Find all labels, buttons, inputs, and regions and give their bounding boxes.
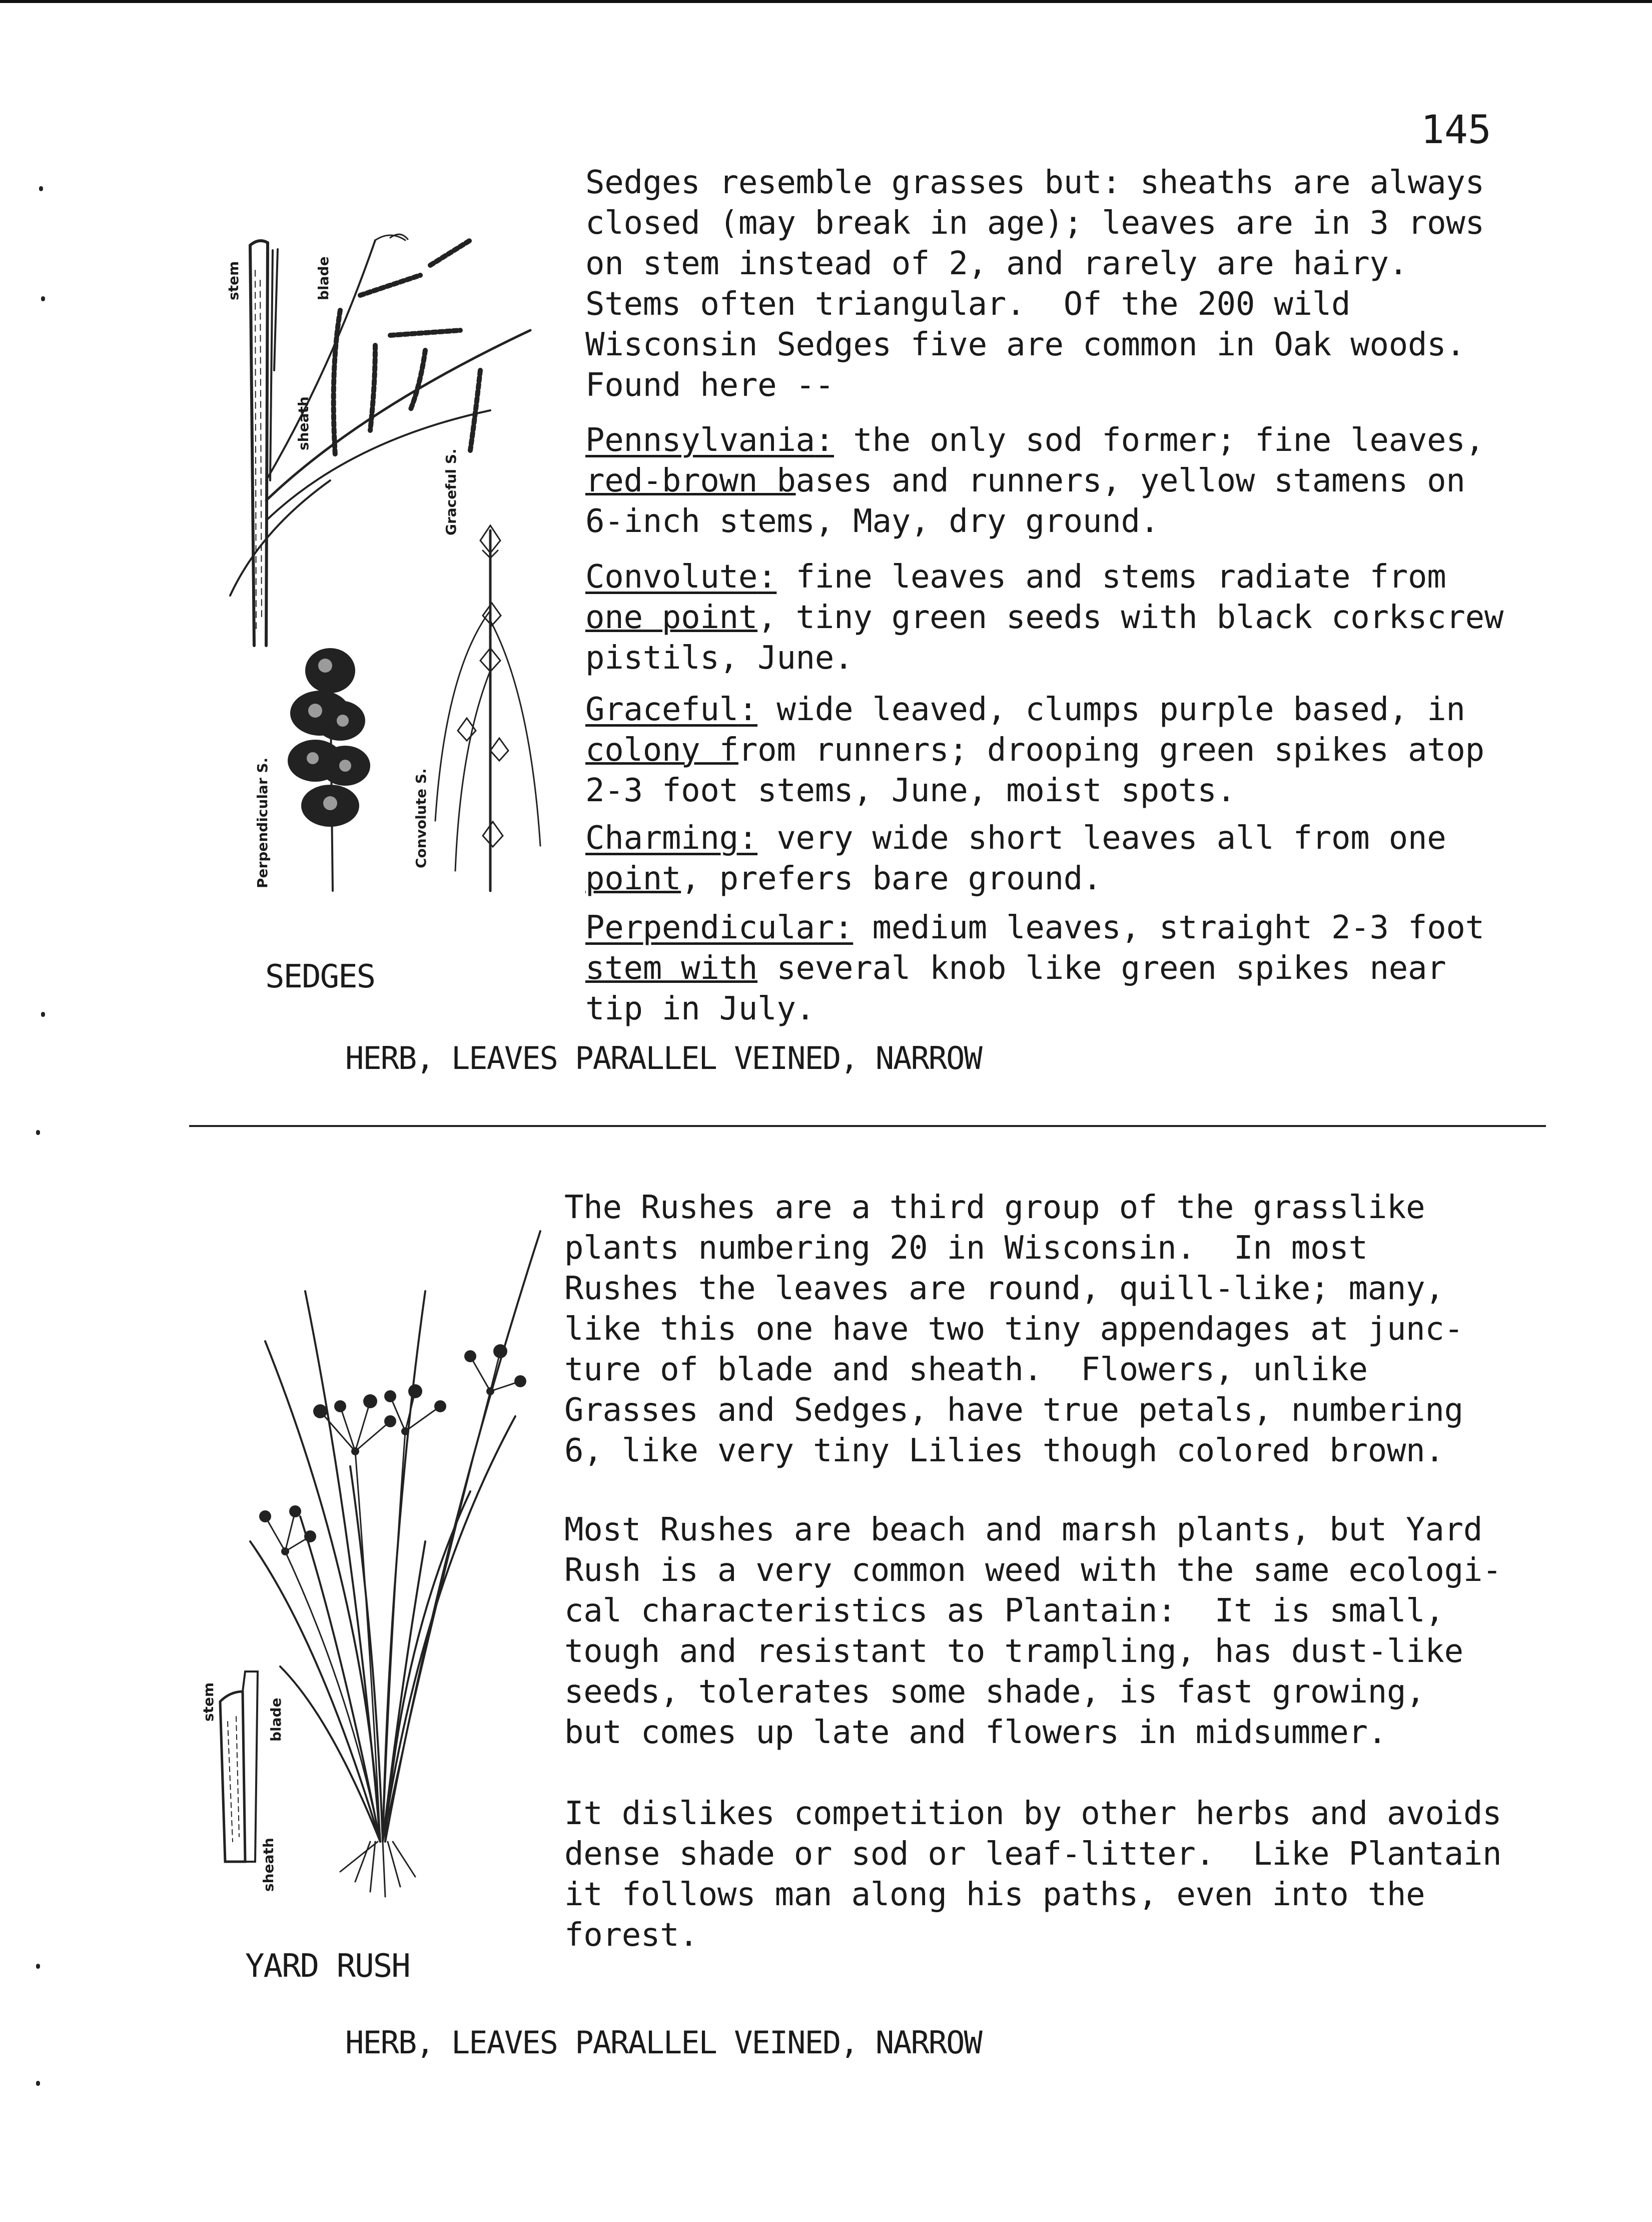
margin-mark bbox=[36, 1964, 40, 1969]
sedges-figure-title: SEDGES bbox=[265, 958, 375, 995]
figure-label-sheath: sheath bbox=[295, 396, 312, 450]
sedge-entry-charming: Charming: very wide short leaves all from one point, prefers bare ground. bbox=[585, 820, 1446, 897]
figure-label-stem: stem bbox=[225, 261, 242, 300]
rush-paragraph-1: The Rushes are a third group of the grasslike plants numbering 20 in Wisconsin. In most Rushes the leaves are round, quill-like; many, like this one have two tiny appendages at junc- ture of blade and sheath. Flowers, unlike Grasses and Sedges, have true petals, numbering 6, like very tiny Lilies though colored brown. bbox=[564, 1189, 1463, 1469]
margin-mark bbox=[41, 296, 45, 301]
sedge-entry-convolute: Convolute: fine leaves and stems radiate from one point, tiny green seeds with black corkscrew pistils, June. bbox=[585, 559, 1504, 677]
figure-label-perpendicular: Perpendicular S. bbox=[254, 757, 271, 888]
margin-mark bbox=[36, 2081, 40, 2086]
rush-paragraph-3: It dislikes competition by other herbs and avoids dense shade or sod or leaf-litter. Like Plantain it follows man along his paths, even into the forest. bbox=[564, 1795, 1502, 1954]
sedge-entry-perpendicular: Perpendicular: medium leaves, straight 2-3 foot stem with several knob like green spikes near tip in July. bbox=[585, 909, 1484, 1027]
margin-mark bbox=[39, 186, 43, 191]
rush-footer: HERB, LEAVES PARALLEL VEINED, NARROW bbox=[345, 2024, 982, 2061]
sedge-name: Graceful bbox=[585, 691, 738, 728]
figure-label-stem: stem bbox=[200, 1682, 217, 1722]
page-number: 145 bbox=[1421, 108, 1491, 153]
sedge-entry-pennsylvania: Pennsylvania: the only sod former; fine leaves, red-brown bases and runners, yellow stamens on 6-inch stems, May, dry ground. bbox=[585, 422, 1484, 540]
figure-label-sheath: sheath bbox=[260, 1838, 277, 1892]
margin-mark bbox=[41, 1012, 45, 1017]
sedge-entry-graceful: Graceful: wide leaved, clumps purple based, in colony from runners; drooping green spikes atop 2-3 foot stems, June, moist spots. bbox=[585, 691, 1484, 809]
sedge-name: Pennsylvania bbox=[585, 422, 815, 459]
sedges-intro: Sedges resemble grasses but: sheaths are always closed (may break in age); leaves are in 3 rows on stem instead of 2, and rarely are hairy. Stems often triangular. Of the 200 wild Wisconsin Sedges five are common in Oak woods. Found here -- bbox=[585, 164, 1484, 404]
sedges-footer: HERB, LEAVES PARALLEL VEINED, NARROW bbox=[345, 1040, 982, 1076]
sedge-name: Convolute bbox=[585, 559, 758, 596]
margin-mark bbox=[36, 1130, 40, 1135]
sedge-name: Charming bbox=[585, 820, 738, 857]
rush-paragraph-2: Most Rushes are beach and marsh plants, but Yard Rush is a very common weed with the same ecologi- cal characteristics as Plantain: It is small, tough and resistant to trampling, has dust-like seeds, tolerates some shade, is fast growing, but comes up late and flowers in midsummer. bbox=[564, 1511, 1502, 1751]
figure-label-blade: blade bbox=[315, 256, 332, 300]
yard-rush-illustration bbox=[190, 1191, 550, 1902]
figure-label-graceful: Graceful S. bbox=[443, 448, 459, 535]
rush-figure-title: YARD RUSH bbox=[245, 1948, 410, 1985]
figure-label-convolute: Convolute S. bbox=[413, 768, 429, 868]
scan-top-edge bbox=[0, 0, 1652, 3]
figure-label-blade: blade bbox=[268, 1698, 284, 1742]
sedge-name: Perpendicular bbox=[585, 909, 835, 946]
section-divider bbox=[189, 1125, 1546, 1127]
